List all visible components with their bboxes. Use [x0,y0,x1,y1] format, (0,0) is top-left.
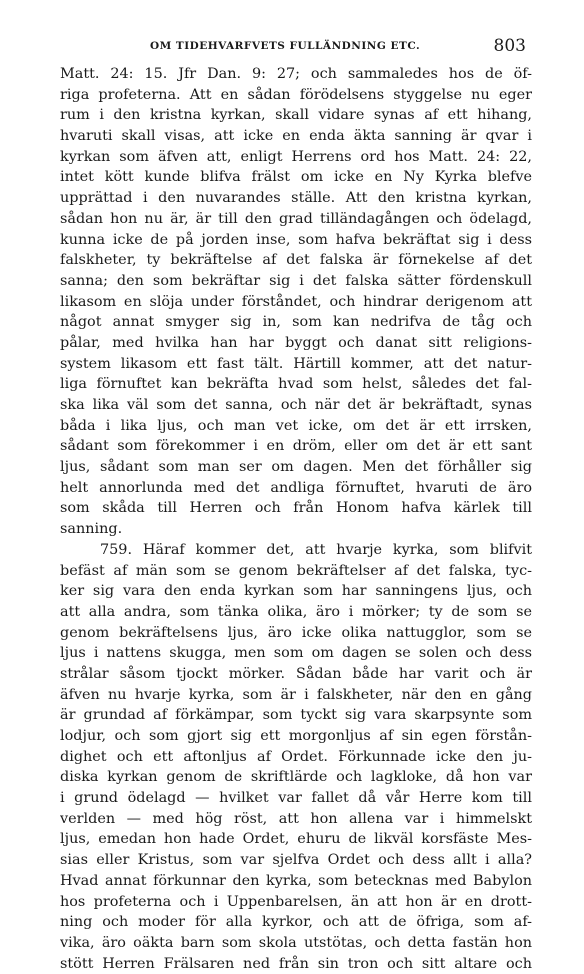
text-line: ljus, sådant som man ser om dagen. Men det förhåller sig [60,459,532,476]
body-text [60,64,532,974]
text-line: rum i den kristna kyrkan, skall vidare synas af ett hihang, [60,107,532,124]
text-line: att alla andra, som tänka olika, äro i mörker; ty de som se [60,603,532,620]
text-line: riga profeterna. Att en sådan förödelsens styggelse nu eger [60,86,532,103]
text-line: ska lika väl som det sanna, och när det är bekräftadt, synas [60,397,532,413]
text-line: sanna; den som bekräftar sig i det falska sätter fördenskull [60,272,532,289]
paragraph-start-line: 759. Häraf kommer det, att hvarje kyrka, som blifvit [100,541,532,558]
text-line: genom bekräftelsens ljus, äro icke olika nattugglor, som se [60,624,532,641]
text-line: strålar såsom tjockt mörker. Sådan både har varit och är [60,665,532,682]
text-line: ljus i nattens skugga, men som om dagen se solen och dess [60,645,532,662]
text-line: som skåda till Herren och från Honom hafva kärlek till [60,500,532,517]
text-line: Hvad annat förkunnar den kyrka, som betecknas med Babylon [60,872,532,889]
text-line: hvaruti skall visas, att icke en enda äkta sanning är qvar i [60,128,532,145]
page-number: 803 [493,36,526,56]
text-line: hos profeterna och i Uppenbarelsen, än att hon är en drott- [60,893,532,910]
running-head: OM TIDEHVARFVETS FULLÄNDNING ETC. [150,40,421,52]
text-line: ljus, emedan hon hade Ordet, ehuru de likväl korsfäste Mes- [60,831,532,848]
text-line: sådan hon nu är, är till den grad tilländagången och ödelagd, [60,210,532,227]
text-line: ker sig vara den enda kyrkan som har sanningens ljus, och [60,583,532,600]
text-line: vika, äro oäkta barn som skola utstötas, och detta fastän hon [60,934,532,951]
text-line: sanning. [60,521,123,538]
text-line: upprättad i den nuvarandes ställe. Att den kristna kyrkan, [60,190,532,207]
text-line: båda i lika ljus, och man vet icke, om det är ett irrsken, [60,417,532,434]
text-line: liga förnuftet kan bekräfta hvad som helst, således det fal- [60,376,532,393]
page-header [60,36,532,64]
text-line: system likasom ett fast tält. Härtill kommer, att det natur- [60,355,532,372]
text-line: äfven nu hvarje kyrka, som är i falskheter, när den en gång [60,686,532,703]
text-line: sias eller Kristus, som var sjelfva Ordet och dess allt i alla? [60,852,532,869]
text-line: befäst af män som se genom bekräftelser af det falska, tyc- [60,562,532,579]
text-line: pålar, med hvilka han har byggt och danat sitt religions- [60,334,532,351]
text-line: i grund ödelagd — hvilket var fallet då vår Herre kom till [60,790,532,807]
text-line: något annat smyger sig in, som kan nedrifva de tåg och [60,314,532,331]
text-line: helt annorlunda med det andliga förnuftet, hvaruti de äro [60,479,532,496]
text-line: Matt. 24: 15. Jfr Dan. 9: 27; och sammaledes hos de öf- [60,66,532,82]
text-line: stött Herren Frälsaren ned från sin tron och sitt altare och [60,955,532,972]
text-line: intet kött kunde blifva frälst om icke en Ny Kyrka blefve [60,169,532,186]
text-line: verlden — med hög röst, att hon allena var i himmelskt [60,810,532,827]
text-line: sådant som förekommer i en dröm, eller om det är ett sant [60,438,532,455]
text-line: lodjur, och som gjort sig ett morgonljus af sin egen förstån- [60,728,532,744]
text-line: diska kyrkan genom de skriftlärde och lagkloke, då hon var [60,769,532,786]
text-line: falskheter, ty bekräftelse af det falska är förnekelse af det [60,252,532,269]
text-line: likasom en slöja under förståndet, och hindrar derigenom att [60,293,532,310]
text-line: ning och moder för alla kyrkor, och att de öfriga, som af- [60,914,532,931]
text-line: kunna icke de på jorden inse, som hafva bekräftat sig i dess [60,231,532,248]
text-line: kyrkan som äfven att, enligt Herrens ord hos Matt. 24: 22, [60,148,532,165]
text-line: dighet och ett aftonljus af Ordet. Förkunnade icke den ju- [60,748,532,765]
document-page [60,36,532,974]
text-line: är grundad af förkämpar, som tyckt sig vara skarpsynte som [60,707,532,724]
